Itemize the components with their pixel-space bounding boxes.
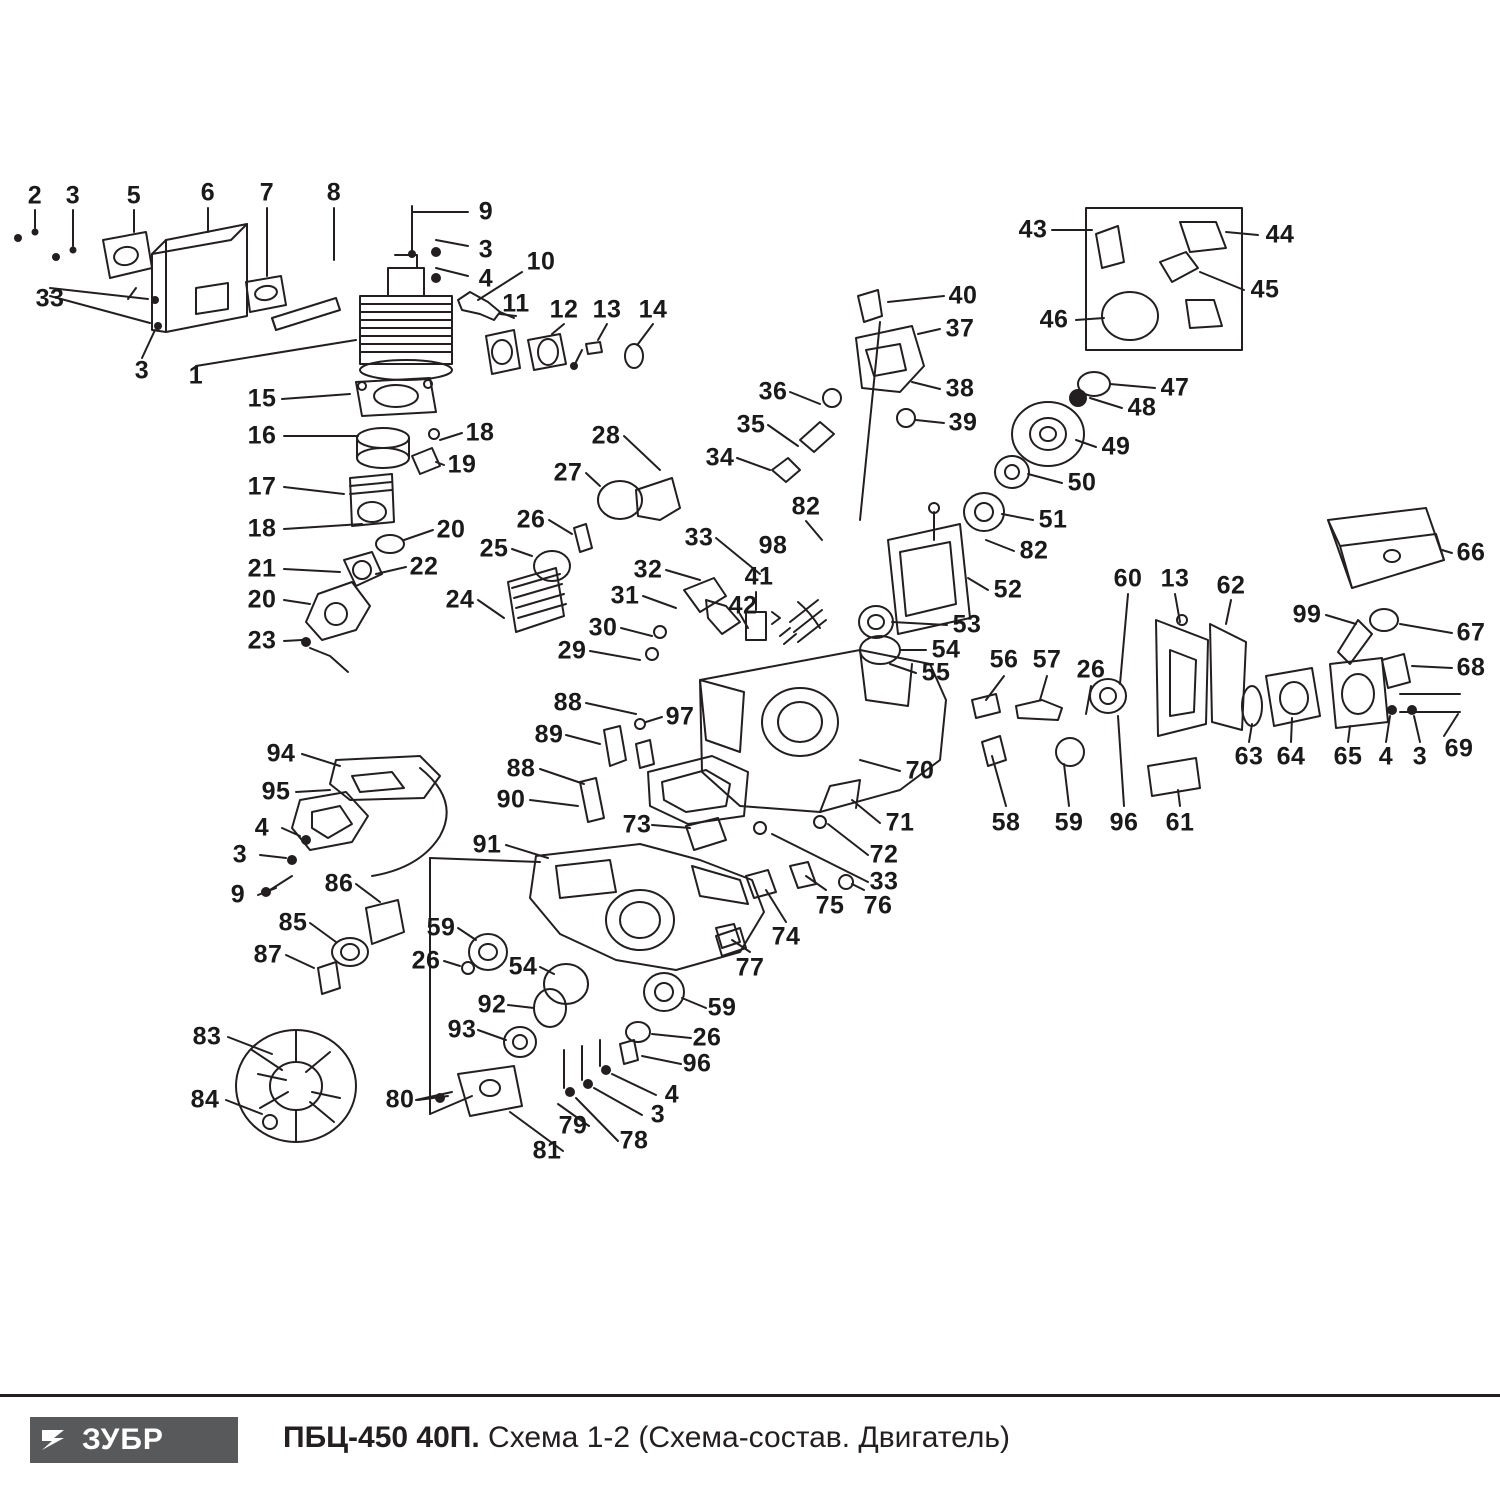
callout-number: 5 <box>126 181 142 210</box>
callout-number: 42 <box>728 591 758 620</box>
callout-number: 34 <box>705 443 735 472</box>
footer-title <box>283 1421 1010 1455</box>
callout-number: 41 <box>744 562 774 591</box>
callout-number: 3 <box>134 356 150 385</box>
callout-number: 31 <box>610 581 640 610</box>
callout-number: 33 <box>684 523 714 552</box>
callout-number: 93 <box>447 1015 477 1044</box>
callout-number: 74 <box>771 922 801 951</box>
callout-number: 20 <box>436 515 466 544</box>
callout-number: 7 <box>259 178 275 207</box>
callout-number: 82 <box>791 492 821 521</box>
callout-number: 15 <box>247 384 277 413</box>
callout-number: 17 <box>247 472 277 501</box>
callout-number: 97 <box>665 702 695 731</box>
callout-number: 4 <box>254 813 270 842</box>
callout-number: 88 <box>553 688 583 717</box>
callout-number: 2 <box>27 181 43 210</box>
callout-number: 99 <box>1292 600 1322 629</box>
footer <box>0 1397 1500 1500</box>
callout-number: 28 <box>591 421 621 450</box>
callout-number: 48 <box>1127 393 1157 422</box>
callout-number: 60 <box>1113 564 1143 593</box>
callout-number: 65 <box>1333 742 1363 771</box>
callout-number: 4 <box>664 1080 680 1109</box>
callout-number: 58 <box>991 808 1021 837</box>
callout-number: 9 <box>478 197 494 226</box>
callout-number: 91 <box>472 830 502 859</box>
callout-number: 85 <box>278 908 308 937</box>
callout-number: 35 <box>736 410 766 439</box>
callout-number: 24 <box>445 585 475 614</box>
callout-number: 22 <box>409 552 439 581</box>
callout-number: 27 <box>553 458 583 487</box>
callout-number: 90 <box>496 785 526 814</box>
zubr-mark-icon <box>40 1425 74 1455</box>
callout-number: 56 <box>989 645 1019 674</box>
callout-number: 73 <box>622 810 652 839</box>
callout-number: 67 <box>1456 618 1486 647</box>
callout-number: 95 <box>261 777 291 806</box>
callout-number: 71 <box>885 808 915 837</box>
callout-number: 43 <box>1018 215 1048 244</box>
callout-number: 64 <box>1276 742 1306 771</box>
callout-number: 38 <box>945 374 975 403</box>
callout-number: 18 <box>247 514 277 543</box>
callout-number: 3 <box>478 235 494 264</box>
callout-number: 88 <box>506 754 536 783</box>
callout-number: 21 <box>247 554 277 583</box>
callout-number: 86 <box>324 869 354 898</box>
callout-number: 79 <box>558 1111 588 1140</box>
callout-number: 4 <box>1378 742 1394 771</box>
callout-number: 32 <box>633 555 663 584</box>
callout-number: 62 <box>1216 571 1246 600</box>
callout-number: 83 <box>192 1022 222 1051</box>
callout-number: 23 <box>247 626 277 655</box>
callout-number: 29 <box>557 636 587 665</box>
callout-number: 13 <box>1160 564 1190 593</box>
callout-number: 33 <box>869 867 899 896</box>
callout-number: 80 <box>385 1085 415 1114</box>
callout-number: 78 <box>619 1126 649 1155</box>
callout-number: 76 <box>863 891 893 920</box>
callout-number: 70 <box>905 756 935 785</box>
callout-number: 18 <box>465 418 495 447</box>
callout-number: 19 <box>447 450 477 479</box>
callout-number: 82 <box>1019 536 1049 565</box>
callout-number: 68 <box>1456 653 1486 682</box>
callout-number: 39 <box>948 408 978 437</box>
callout-number: 3 <box>232 840 248 869</box>
callout-number: 3 <box>65 181 81 210</box>
callout-number: 26 <box>516 505 546 534</box>
callout-number: 33 <box>35 284 65 313</box>
callout-number: 69 <box>1444 734 1474 763</box>
callout-number: 96 <box>1109 808 1139 837</box>
callout-number: 26 <box>692 1023 722 1052</box>
callout-number: 11 <box>502 289 530 318</box>
callout-number: 54 <box>931 635 961 664</box>
callout-number: 55 <box>921 658 951 687</box>
callout-number: 26 <box>411 946 441 975</box>
callout-number: 50 <box>1067 468 1097 497</box>
callout-number: 66 <box>1456 538 1486 567</box>
callout-number: 40 <box>948 281 978 310</box>
callout-number: 12 <box>549 295 579 324</box>
callout-number: 59 <box>426 913 456 942</box>
callout-number: 94 <box>266 739 296 768</box>
callout-number: 59 <box>707 993 737 1022</box>
callout-number: 54 <box>508 952 538 981</box>
callout-number: 46 <box>1039 305 1069 334</box>
callout-number: 25 <box>479 534 509 563</box>
callout-number: 75 <box>815 891 845 920</box>
callout-number: 96 <box>682 1049 712 1078</box>
callout-number: 45 <box>1250 275 1280 304</box>
brand-logo <box>30 1417 238 1463</box>
callout-number: 57 <box>1032 645 1062 674</box>
callout-number: 14 <box>638 295 668 324</box>
callout-number: 13 <box>592 295 622 324</box>
callout-number: 3 <box>650 1100 666 1129</box>
callout-number: 84 <box>190 1085 220 1114</box>
brand-name: ЗУБР <box>82 1423 164 1456</box>
callout-number: 30 <box>588 613 618 642</box>
callout-number: 4 <box>478 264 494 293</box>
callout-number: 51 <box>1038 505 1068 534</box>
callout-number: 37 <box>945 314 975 343</box>
callout-number: 53 <box>952 610 982 639</box>
callout-number: 3 <box>1412 742 1428 771</box>
callout-number: 8 <box>326 178 342 207</box>
callout-number: 26 <box>1076 655 1106 684</box>
callout-number: 44 <box>1265 220 1295 249</box>
callout-number: 16 <box>247 421 277 450</box>
callout-number: 98 <box>758 531 788 560</box>
callout-number: 9 <box>230 880 246 909</box>
model-name: ПБЦ-450 40П. <box>283 1421 480 1454</box>
callout-number: 87 <box>253 940 283 969</box>
callout-number: 77 <box>735 953 765 982</box>
scheme-label: Схема 1-2 (Схема-состав. Двигатель) <box>488 1421 1010 1454</box>
callout-number: 72 <box>869 840 899 869</box>
callout-number: 81 <box>532 1136 562 1165</box>
callout-number: 63 <box>1234 742 1264 771</box>
callout-number: 47 <box>1160 373 1190 402</box>
callout-number: 1 <box>188 361 204 390</box>
callout-number: 61 <box>1165 808 1195 837</box>
callout-number: 6 <box>200 178 216 207</box>
callout-number: 59 <box>1054 808 1084 837</box>
callout-number: 52 <box>993 575 1023 604</box>
callout-number: 89 <box>534 720 564 749</box>
callout-number: 36 <box>758 377 788 406</box>
callout-number: 20 <box>247 585 277 614</box>
callout-number: 10 <box>526 247 556 276</box>
callout-number: 49 <box>1101 432 1131 461</box>
callout-number: 92 <box>477 990 507 1019</box>
